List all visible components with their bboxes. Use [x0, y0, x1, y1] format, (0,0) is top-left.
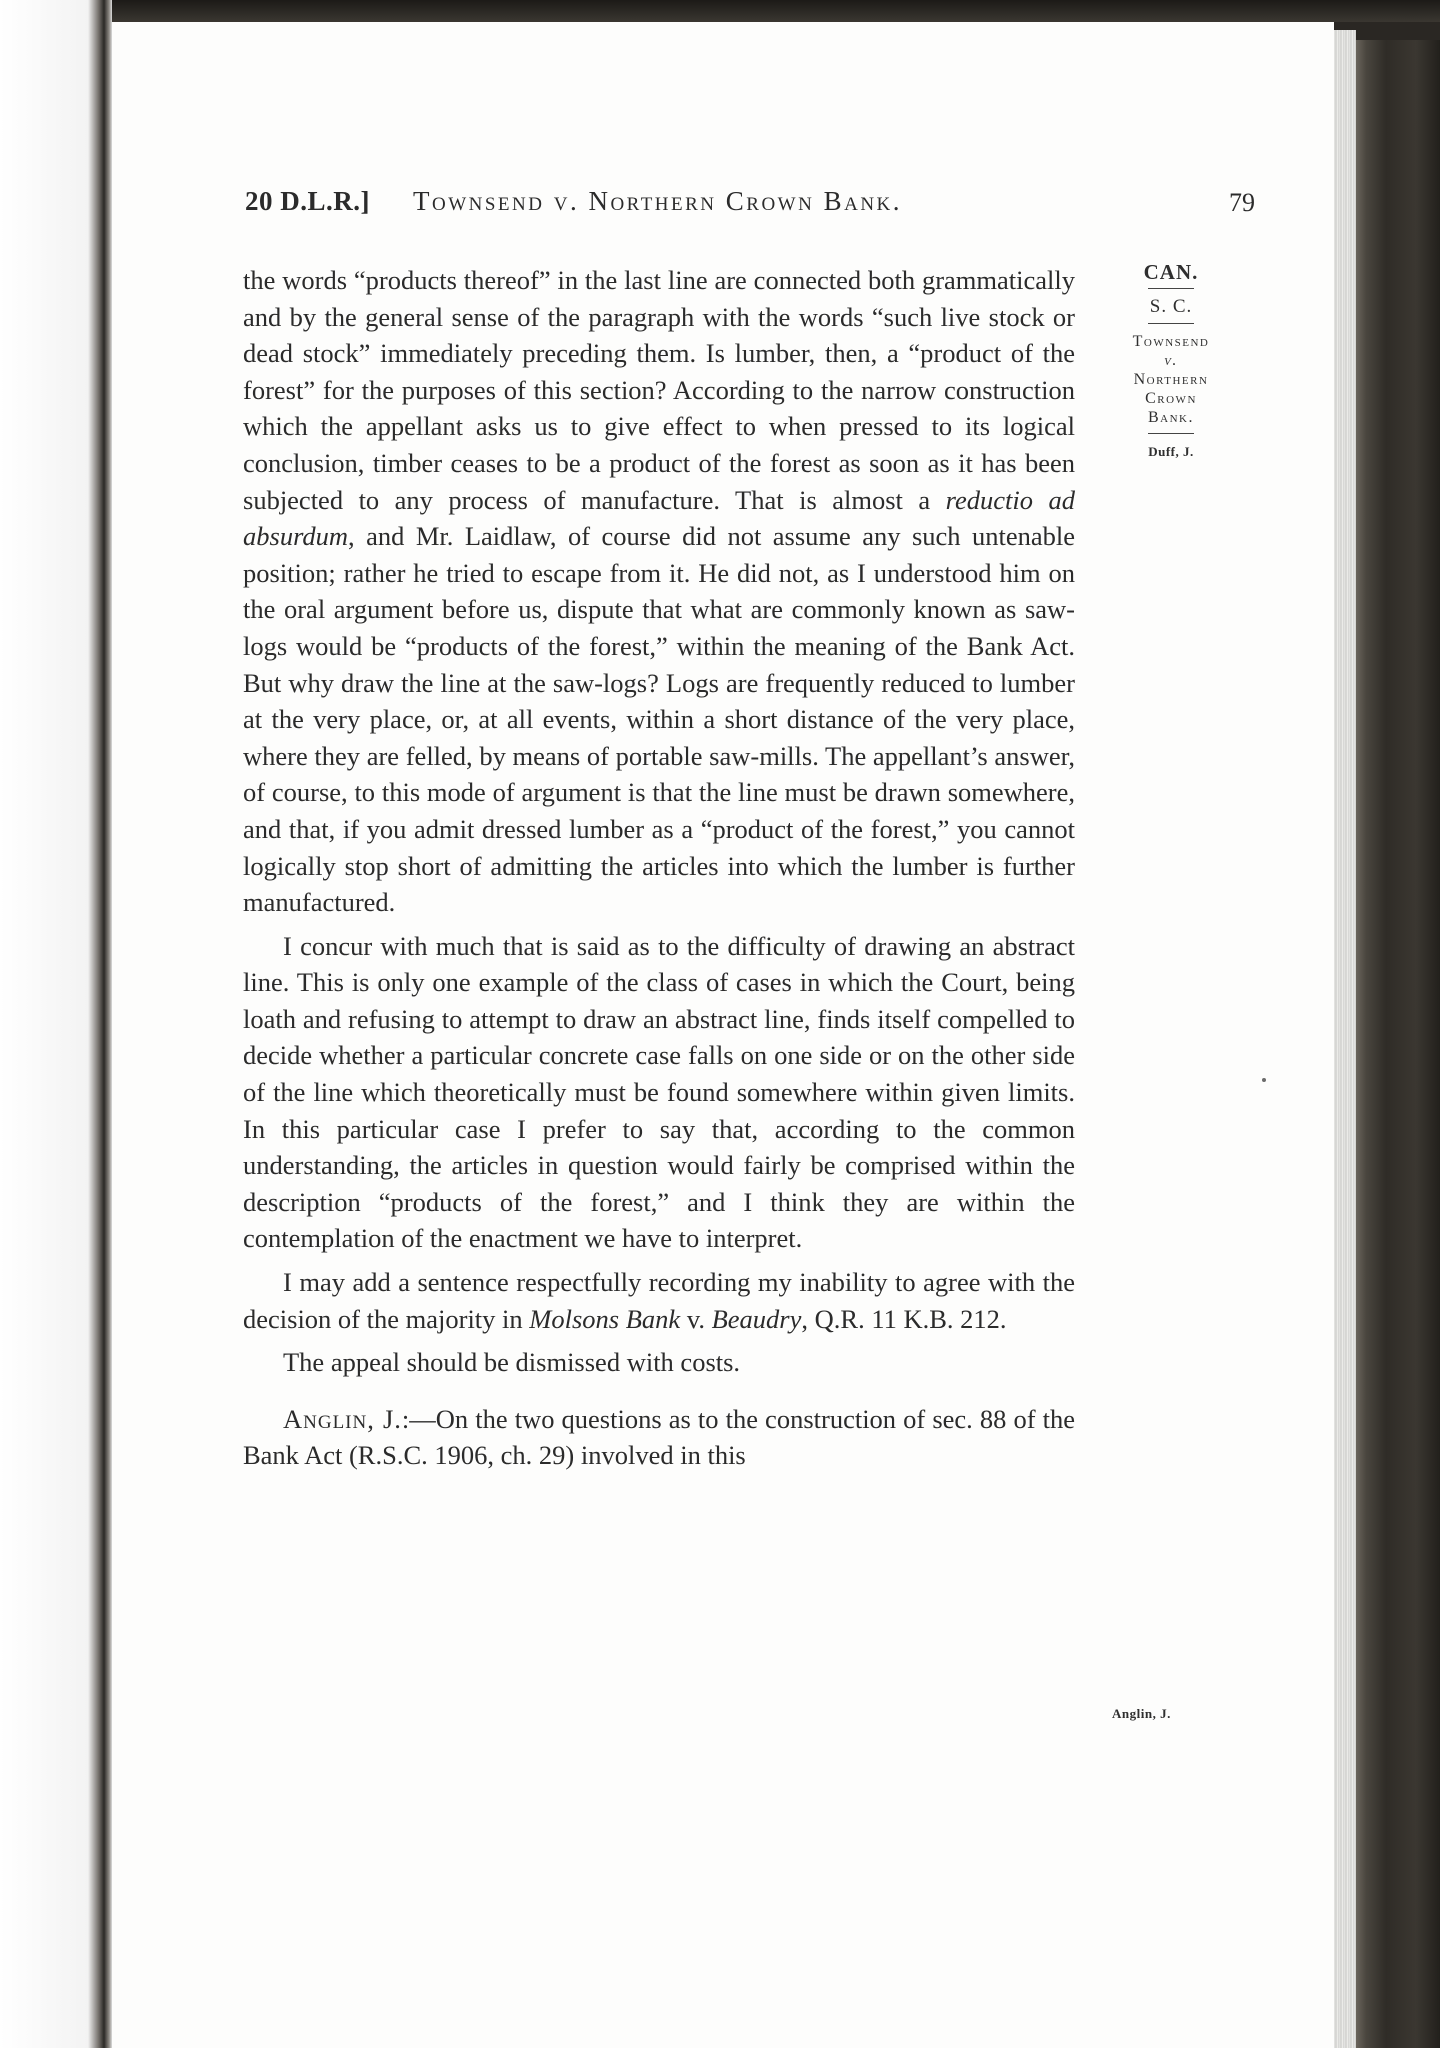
judgment-text: [243, 262, 1075, 1474]
book-spine: [1356, 40, 1440, 2048]
court-country: CAN.: [1143, 260, 1199, 284]
running-head: [245, 186, 1255, 226]
page-edges: [1334, 30, 1356, 2048]
case-citation: Molsons Bank: [529, 1303, 681, 1334]
judge-name: Anglin, J.: [283, 1403, 402, 1434]
court-division: S. C.: [1149, 296, 1193, 317]
case-citation: Beaudry: [711, 1303, 802, 1334]
paragraph: The appeal should be dismissed with costs.: [283, 1347, 741, 1378]
paragraph-text: v.: [680, 1303, 712, 1334]
margin-case-name: Bank.: [1147, 409, 1194, 426]
margin-rule: [1148, 433, 1194, 434]
paragraph: I concur with much that is said as to the difficulty of drawing an abstract line. This is only one example of the class of cases in which the Court, being loath and refusing to attempt to draw an abstract line, finds itself compelled to decide whether a particular concrete case falls on one side or on the other side of the line which theoretically must be found somewhere within given limits. In this particular case I prefer to say that, according to the common understanding, the articles in question would fairly be comprised within the description “products of the forest,” and I think they are within the contemplation of the enactment we have to interpret.: [243, 930, 1075, 1254]
margin-case-name: Crown: [1145, 390, 1197, 407]
page-number: 79: [1229, 188, 1255, 217]
scan-speck: [1262, 1078, 1266, 1082]
scan-top-border: [0, 0, 1440, 22]
margin-case-name: Northern: [1133, 371, 1209, 388]
volume-reference: 20 D.L.R.]: [245, 186, 370, 216]
margin-rule: [1148, 288, 1194, 289]
margin-case-name: Townsend: [1132, 333, 1210, 350]
paragraph-text: :—On the two questions as to the construction of sec. 88 of the Bank Act (R.S.C. 1906, ch. 29) involved in this: [243, 1403, 1075, 1471]
case-title: Townsend v. Northern Crown Bank.: [413, 186, 903, 216]
margin-judge-anglin: Anglin, J.: [1112, 1706, 1171, 1721]
paragraph: [243, 1264, 1075, 1337]
paragraph-text: I may add a sentence respectfully recording my inability to agree with the decision of the majority in: [243, 1267, 1075, 1334]
paragraph: [243, 262, 1075, 921]
paragraph: [243, 1401, 1075, 1474]
margin-rule: [1148, 323, 1194, 324]
paragraph-text: the words “products thereof” in the last line are connected both grammatically and by the general sense of the paragraph with the words “such live stock or dead stock” immediately preceding them. Is lumber, then, a “product of the forest” for the purposes of this section? According to the narrow construction which the appellant asks us to give effect to when pressed to its logical conclusion, timber ceases to be a product of the forest as soon as it has been subjected to any process of manufacture. That is almost a: [243, 265, 1075, 515]
paragraph-text: , and Mr. Laidlaw, of course did not assume any such untenable position; rather he tried to escape from it. He did not, as I understood him on the oral argument before us, dispute that what are commonly known as saw-logs would be “products of the forest,” within the meaning of the Bank Act. But why draw the line at the saw-logs? Logs are frequently reduced to lumber at the very place, or, at all events, within a short distance of the very place, where they are felled, by means of portable saw-mills. The appellant’s answer, of course, to this mode of argument is that the line must be drawn somewhere, and that, if you admit dressed lumber as a “product of the forest,” you cannot logically stop short of admitting the articles into which the lumber is further manufactured.: [243, 521, 1075, 918]
book-gutter: [0, 0, 112, 2048]
margin-judge: Duff, J.: [1148, 444, 1194, 459]
latin-phrase: reductio ad absurdum: [243, 484, 1075, 552]
paragraph-text: , Q.R. 11 K.B. 212.: [801, 1303, 1007, 1334]
margin-notes: [1108, 262, 1234, 462]
margin-case-v: v.: [1164, 352, 1178, 369]
